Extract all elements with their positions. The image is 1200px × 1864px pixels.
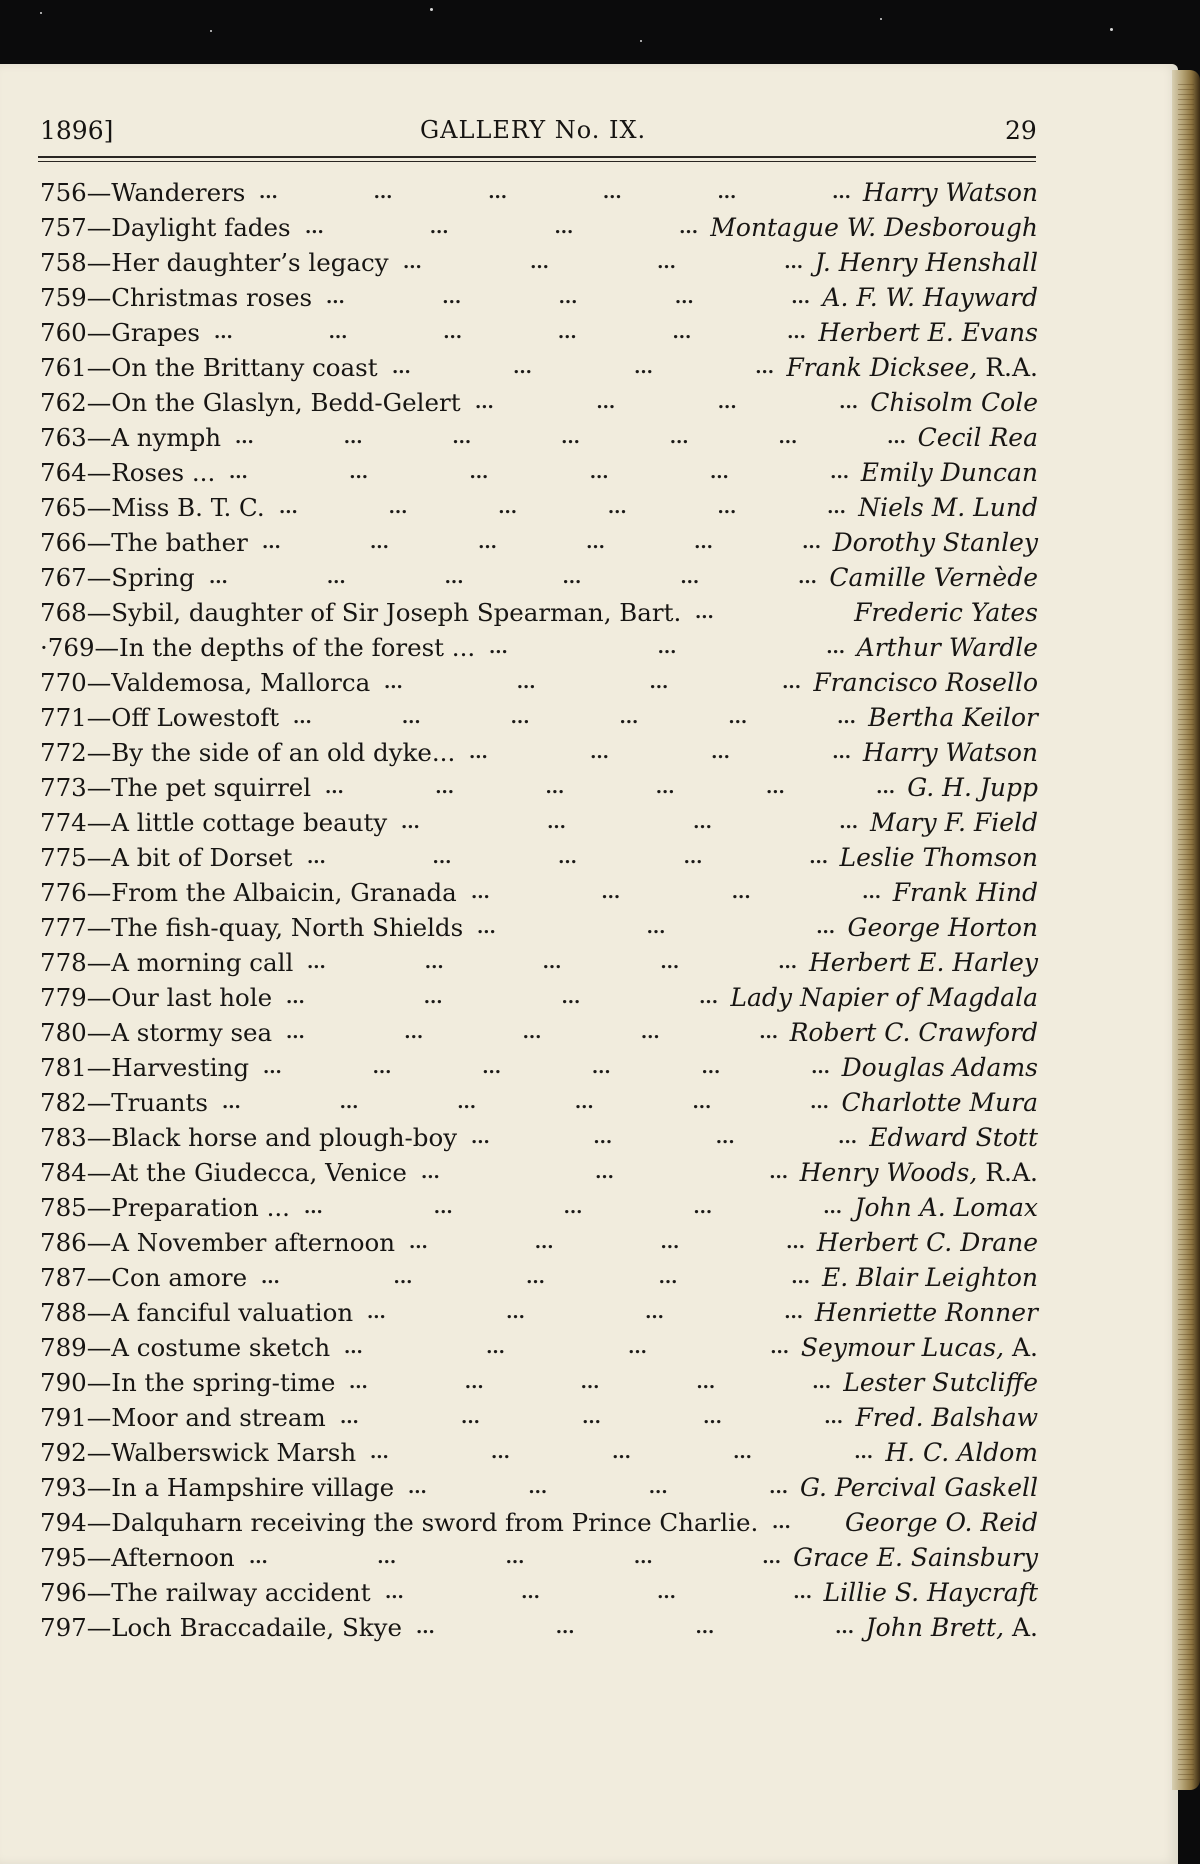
artist-name: Montague W. Desborough (710, 213, 1038, 242)
entry-title: 767—Spring (40, 563, 195, 592)
catalogue-entry (40, 1295, 1038, 1330)
leader-dots: ... ... ... ... (471, 882, 881, 903)
entry-title: 761—On the Brittany coast (40, 353, 378, 382)
catalogue-entry (40, 280, 1038, 315)
entry-title: 775—A bit of Dorset (40, 843, 293, 872)
entry-artist (817, 1225, 1038, 1260)
entry-artist (822, 280, 1038, 315)
entry-title: 760—Grapes (40, 318, 200, 347)
artist-name: Lady Napier of Magdala (730, 983, 1038, 1012)
entry-artist (824, 1575, 1038, 1610)
leader-dots: ... ... ... ... (344, 1337, 789, 1358)
leader-dots: ... ... ... ... (475, 392, 858, 413)
background-speck (880, 18, 882, 20)
entry-artist (793, 1540, 1038, 1575)
artist-name: Frank Hind (892, 878, 1038, 907)
entry-title: 785—Preparation ... (40, 1193, 290, 1222)
catalogue-entry (40, 175, 1038, 210)
background-speck (640, 40, 642, 42)
artist-name: Chisolm Cole (870, 388, 1038, 417)
header-page-number: 29 (1005, 116, 1037, 145)
leader-dots: ... ... ... ... (469, 742, 851, 763)
background-speck (1110, 28, 1113, 31)
catalogue-entry (40, 210, 1038, 245)
artist-name: E. Blair Leighton (821, 1263, 1038, 1292)
artist-name: Douglas Adams (841, 1053, 1038, 1082)
artist-name: Camille Vernède (829, 563, 1038, 592)
entry-title: 787—Con amore (40, 1263, 248, 1292)
leader-dots: ... ... ... ... (305, 217, 698, 238)
catalogue-entry (40, 1050, 1038, 1085)
artist-name: Leslie Thomson (839, 843, 1038, 872)
entry-artist (818, 315, 1038, 350)
entry-title: 779—Our last hole (40, 983, 273, 1012)
entry-title: 762—On the Glaslyn, Bedd-Gelert (40, 388, 461, 417)
entry-title: 757—Daylight fades (40, 213, 291, 242)
catalogue-entry (40, 1225, 1038, 1260)
catalogue-entry (40, 455, 1038, 490)
leader-dots: ... ... ... ... ... ... (325, 777, 895, 798)
catalogue-entry (40, 980, 1038, 1015)
artist-honour: A. (1004, 1333, 1038, 1362)
entry-artist (800, 1470, 1038, 1505)
entry-artist (854, 595, 1038, 630)
entry-title: 792—Walberswick Marsh (40, 1438, 357, 1467)
background-speck (40, 12, 42, 14)
entry-artist (710, 210, 1038, 245)
catalogue-entry (40, 700, 1038, 735)
page-edge-lines (1178, 80, 1194, 1780)
catalogue-entry (40, 805, 1038, 840)
leader-dots: ... ... ... ... (286, 987, 718, 1008)
entry-artist (893, 875, 1038, 910)
catalogue-entry (40, 770, 1038, 805)
entry-artist (868, 700, 1038, 735)
leader-dots: ... ... ... (477, 917, 835, 938)
artist-name: Emily Duncan (860, 458, 1038, 487)
catalogue-entry (40, 315, 1038, 350)
leader-dots: ... ... ... ... ... (340, 1407, 843, 1428)
catalogue-entry (40, 1610, 1038, 1645)
entry-artist (858, 490, 1038, 525)
artist-name: Edward Stott (869, 1123, 1038, 1152)
artist-name: Herbert C. Drane (816, 1228, 1038, 1257)
catalogue-entry (40, 910, 1038, 945)
entry-artist (866, 1610, 1038, 1645)
artist-name: Frank Dicksee, (786, 353, 978, 382)
leader-dots: ... ... ... ... ... (261, 1267, 810, 1288)
artist-name: Lillie S. Haycraft (823, 1578, 1038, 1607)
leader-dots: ... ... ... ... ... (286, 1022, 778, 1043)
leader-dots: ... ... ... ... ... ... (293, 707, 856, 728)
artist-name: H. C. Aldom (885, 1438, 1038, 1467)
entry-artist (801, 1330, 1038, 1365)
artist-name: J. Henry Henshall (814, 248, 1038, 277)
artist-honour: A. (1004, 1613, 1038, 1642)
entry-artist (813, 665, 1038, 700)
artist-name: A. F. W. Hayward (822, 283, 1038, 312)
artist-name: Mary F. Field (869, 808, 1038, 837)
entry-title: 793—In a Hampshire village (40, 1473, 395, 1502)
leader-dots: ... ... ... ... (471, 1127, 857, 1148)
artist-name: G. H. Jupp (907, 773, 1038, 802)
leader-dots: ... ... ... ... ... ... (209, 567, 817, 588)
entry-title: 784—At the Giudecca, Venice (40, 1158, 407, 1187)
entry-artist (809, 945, 1038, 980)
leader-dots: ... ... ... ... ... (326, 287, 810, 308)
catalogue-entry (40, 1505, 1038, 1540)
entry-title: 776—From the Albaicin, Granada (40, 878, 457, 907)
entry-artist (863, 735, 1038, 770)
entry-title: 759—Christmas roses (40, 283, 313, 312)
leader-dots: ... ... ... ... ... ... ... (235, 427, 906, 448)
entry-artist (790, 1015, 1038, 1050)
catalogue-entry (40, 630, 1038, 665)
entry-artist (870, 385, 1038, 420)
artist-name: Arthur Wardle (856, 633, 1038, 662)
leader-dots: ... ... ... ... (392, 357, 774, 378)
artist-name: John Brett, (865, 1613, 1005, 1642)
artist-name: Cecil Rea (917, 423, 1038, 452)
leader-dots: ... ... ... ... ... ... (262, 532, 821, 553)
catalogue-entry (40, 1540, 1038, 1575)
background-speck (430, 8, 433, 11)
leader-dots: ... ... ... (489, 637, 845, 658)
entry-title: 766—The bather (40, 528, 248, 557)
catalogue-entry (40, 560, 1038, 595)
leader-dots: ... ... ... ... (408, 1477, 788, 1498)
leader-dots: ... ... ... ... ... (304, 1197, 842, 1218)
entry-title: 771—Off Lowestoft (40, 703, 280, 732)
header-rule-thin (38, 161, 1036, 162)
entry-title: 797—Loch Braccadaile, Skye (40, 1613, 402, 1642)
entry-artist (885, 1435, 1038, 1470)
catalogue-entry (40, 1015, 1038, 1050)
entry-artist (829, 560, 1038, 595)
catalogue-entry (40, 525, 1038, 560)
entry-title: 789—A costume sketch (40, 1333, 331, 1362)
header-rule (38, 156, 1036, 158)
entry-artist (833, 525, 1038, 560)
leader-dots: ... ... ... ... (416, 1617, 854, 1638)
entry-artist (854, 1190, 1038, 1225)
artist-name: Herbert E. Harley (808, 948, 1038, 977)
leader-dots: ... ... ... ... ... (249, 1547, 781, 1568)
entry-artist (840, 840, 1038, 875)
catalogue-entry (40, 245, 1038, 280)
catalogue-entry (40, 945, 1038, 980)
catalogue-entry (40, 875, 1038, 910)
artist-name: Henriette Ronner (814, 1298, 1038, 1327)
leader-dots: ... ... ... (421, 1162, 788, 1183)
catalogue-entry (40, 1330, 1038, 1365)
entry-title: 795—Afternoon (40, 1543, 235, 1572)
entry-title: 780—A stormy sea (40, 1018, 273, 1047)
catalogue-entry (40, 1400, 1038, 1435)
catalogue-entry (40, 665, 1038, 700)
entry-title: ·769—In the depths of the forest ... (40, 633, 476, 662)
artist-name: Dorothy Stanley (832, 528, 1038, 557)
artist-name: George O. Reid (844, 1508, 1038, 1537)
page-header (40, 116, 1035, 152)
leader-dots: ... ... ... ... ... (370, 1442, 873, 1463)
entry-title: 794—Dalquharn receiving the sword from Prince Charlie. (40, 1508, 759, 1537)
artist-name: Francisco Rosello (813, 668, 1038, 697)
leader-dots: ... (772, 1512, 791, 1533)
artist-name: Harry Watson (862, 178, 1038, 207)
leader-dots: ... ... ... ... ... ... (214, 322, 806, 343)
artist-name: Seymour Lucas, (800, 1333, 1005, 1362)
catalogue-entry (40, 385, 1038, 420)
entry-title: 796—The railway accident (40, 1578, 371, 1607)
artist-honour: R.A. (977, 1158, 1038, 1187)
leader-dots: ... ... ... ... ... ... (279, 497, 846, 518)
entry-artist (861, 455, 1038, 490)
artist-name: Herbert E. Evans (818, 318, 1038, 347)
entry-title: 773—The pet squirrel (40, 773, 312, 802)
entry-title: 783—Black horse and plough-boy (40, 1123, 458, 1152)
leader-dots: ... ... ... ... ... ... (222, 1092, 829, 1113)
catalogue-entry (40, 1155, 1038, 1190)
catalogue-entry (40, 1470, 1038, 1505)
catalogue-entry (40, 350, 1038, 385)
entry-artist (842, 1050, 1038, 1085)
artist-name: Charlotte Mura (841, 1088, 1038, 1117)
artist-name: Fred. Balshaw (855, 1403, 1038, 1432)
artist-name: John A. Lomax (854, 1193, 1038, 1222)
entry-title: 768—Sybil, daughter of Sir Joseph Spearman, Bart. (40, 598, 682, 627)
catalogue-entry (40, 490, 1038, 525)
entry-title: 786—A November afternoon (40, 1228, 395, 1257)
entry-artist (815, 245, 1038, 280)
artist-name: Lester Sutcliffe (843, 1368, 1038, 1397)
entry-title: 763—A nymph (40, 423, 222, 452)
entry-title: 770—Valdemosa, Mallorca (40, 668, 371, 697)
leader-dots: ... ... ... ... (385, 1582, 812, 1603)
entry-title: 791—Moor and stream (40, 1403, 326, 1432)
catalogue-entry (40, 595, 1038, 630)
artist-name: Grace E. Sainsbury (793, 1543, 1038, 1572)
entry-artist (815, 1295, 1038, 1330)
leader-dots: ... ... ... ... (403, 252, 803, 273)
leader-dots: ... ... ... ... (409, 1232, 805, 1253)
catalogue-list (40, 175, 1038, 1645)
entry-title: 756—Wanderers (40, 178, 246, 207)
artist-name: G. Percival Gaskell (799, 1473, 1038, 1502)
leader-dots: ... ... ... ... ... (307, 847, 828, 868)
catalogue-entry (40, 840, 1038, 875)
entry-title: 758—Her daughter’s legacy (40, 248, 389, 277)
artist-name: Henry Woods, (799, 1158, 978, 1187)
entry-title: 781—Harvesting (40, 1053, 250, 1082)
artist-name: Frederic Yates (854, 598, 1038, 627)
entry-title: 777—The fish-quay, North Shields (40, 913, 464, 942)
catalogue-entry (40, 420, 1038, 455)
entry-title: 772—By the side of an old dyke... (40, 738, 456, 767)
leader-dots: ... ... ... ... ... (307, 952, 797, 973)
artist-name: Harry Watson (862, 738, 1038, 767)
entry-title: 765—Miss B. T. C. (40, 493, 265, 522)
header-year: 1896] (40, 116, 114, 145)
leader-dots: ... ... ... ... (401, 812, 858, 833)
entry-title: 790—In the spring-time (40, 1368, 336, 1397)
artist-honour: R.A. (977, 353, 1038, 382)
entry-title: 778—A morning call (40, 948, 294, 977)
leader-dots: ... ... ... ... ... ... (259, 182, 851, 203)
artist-name: Robert C. Crawford (789, 1018, 1038, 1047)
catalogue-entry (40, 1365, 1038, 1400)
catalogue-entry (40, 1085, 1038, 1120)
catalogue-entry (40, 1575, 1038, 1610)
entry-artist (730, 980, 1038, 1015)
entry-artist (863, 175, 1038, 210)
entry-artist (847, 910, 1038, 945)
catalogue-entry (40, 1260, 1038, 1295)
entry-artist (843, 1365, 1038, 1400)
catalogue-entry (40, 1120, 1038, 1155)
entry-artist (907, 770, 1038, 805)
leader-dots: ... ... ... ... ... ... (229, 462, 849, 483)
entry-artist (856, 1400, 1039, 1435)
leader-dots: ... ... ... ... (384, 672, 801, 693)
catalogue-entry (40, 1190, 1038, 1225)
catalogue-entry (40, 1435, 1038, 1470)
entry-title: 782—Truants (40, 1088, 208, 1117)
entry-title: 788—A fanciful valuation (40, 1298, 354, 1327)
catalogue-entry (40, 735, 1038, 770)
entry-artist (786, 350, 1038, 385)
header-title: GALLERY No. IX. (420, 116, 647, 144)
leader-dots: ... ... ... ... (367, 1302, 803, 1323)
entry-artist (918, 420, 1038, 455)
entry-artist (800, 1155, 1038, 1190)
artist-name: Bertha Keilor (868, 703, 1038, 732)
leader-dots: ... ... ... ... ... (349, 1372, 831, 1393)
entry-artist (841, 1085, 1038, 1120)
leader-dots: ... ... ... ... ... ... (263, 1057, 830, 1078)
entry-artist (857, 630, 1038, 665)
entry-artist (822, 1260, 1038, 1295)
artist-name: Niels M. Lund (858, 493, 1038, 522)
entry-artist (845, 1505, 1038, 1540)
entry-artist (869, 1120, 1038, 1155)
leader-dots: ... (695, 602, 714, 623)
artist-name: George Horton (847, 913, 1038, 942)
entry-title: 764—Roses ... (40, 458, 216, 487)
background-speck (210, 30, 212, 32)
entry-title: 774—A little cottage beauty (40, 808, 388, 837)
entry-artist (870, 805, 1038, 840)
